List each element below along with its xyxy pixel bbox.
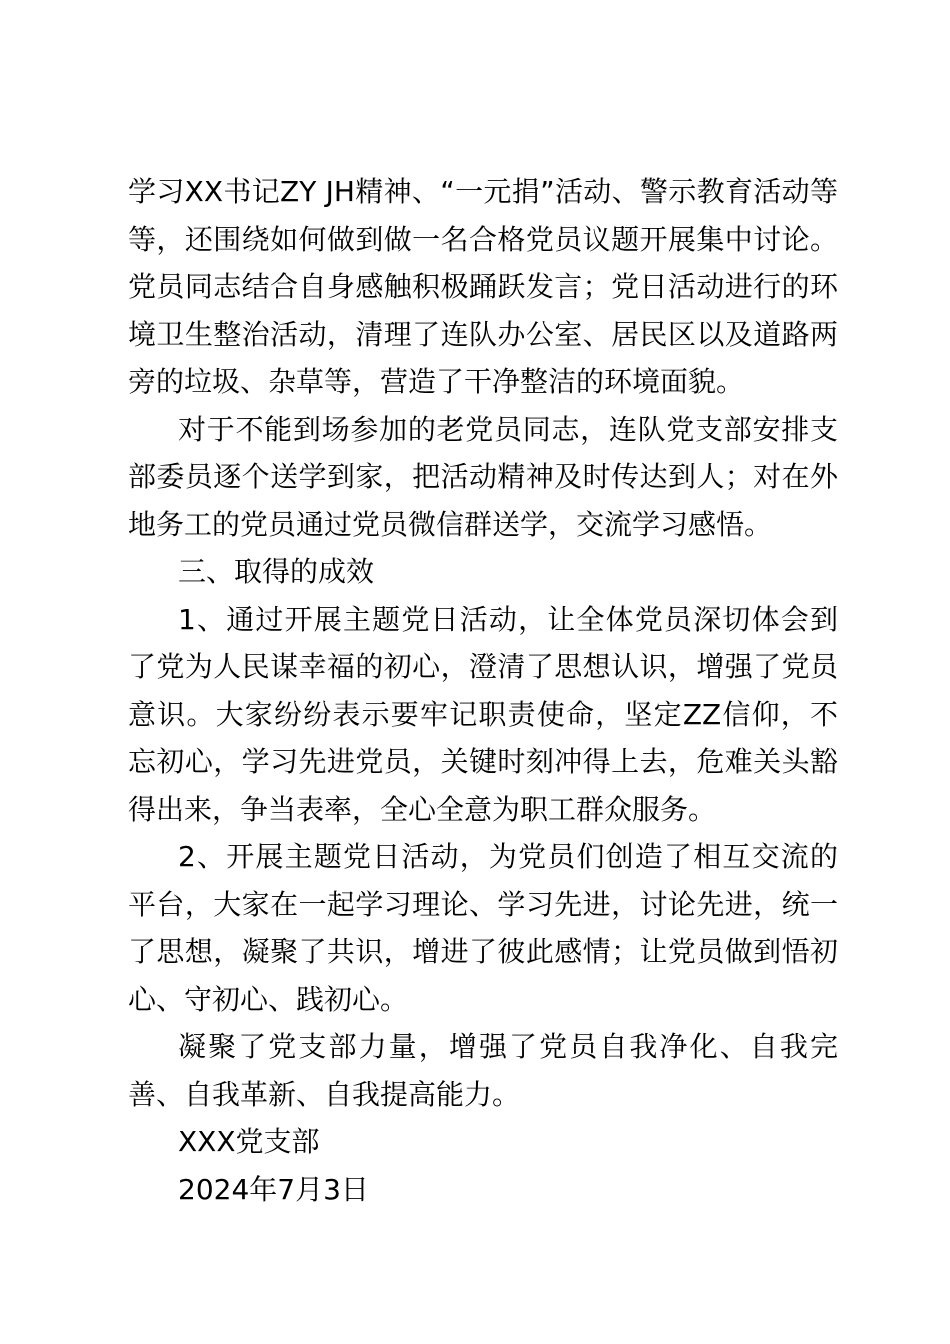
section-heading-results: 三、取得的成效: [178, 555, 375, 588]
signature-org: XXX党支部: [178, 1125, 320, 1158]
paragraph-result-1: 1、通过开展主题党日活动，让全体党员深切体会到了党为人民谋幸福的初心，澄清了思想认识，增强了党员意识。大家纷纷表示要牢记职责使命，坚定ZZ信仰，不忘初心，学习先进党员，关键时刻冲得上去，危难关头豁得出来，争当表率，全心全意为职工群众服务。: [128, 602, 838, 826]
paragraph-elderly-members: 对于不能到场参加的老党员同志，连队党支部安排支部委员逐个送学到家，把活动精神及时传达到人；对在外地务工的党员通过党员微信群送学，交流学习感悟。: [128, 412, 838, 541]
paragraph-conclusion: 凝聚了党支部力量，增强了党员自我净化、自我完善、自我革新、自我提高能力。: [128, 1030, 838, 1111]
signature-date: 2024年7月3日: [178, 1172, 369, 1206]
paragraph-result-2: 2、开展主题党日活动，为党员们创造了相互交流的平台，大家在一起学习理论、学习先进，讨论先进，统一了思想，凝聚了共识，增进了彼此感情；让党员做到悟初心、守初心、践初心。: [128, 840, 838, 1016]
paragraph-activities: 学习XX书记ZY JH精神、“一元捐”活动、警示教育活动等等，还围绕如何做到做一名合格党员议题开展集中讨论。党员同志结合自身感触积极踊跃发言；党日活动进行的环境卫生整治活动，清理了连队办公室、居民区以及道路两旁的垃圾、杂草等，营造了干净整洁的环境面貌。: [128, 175, 838, 398]
document-body: [128, 168, 838, 1213]
